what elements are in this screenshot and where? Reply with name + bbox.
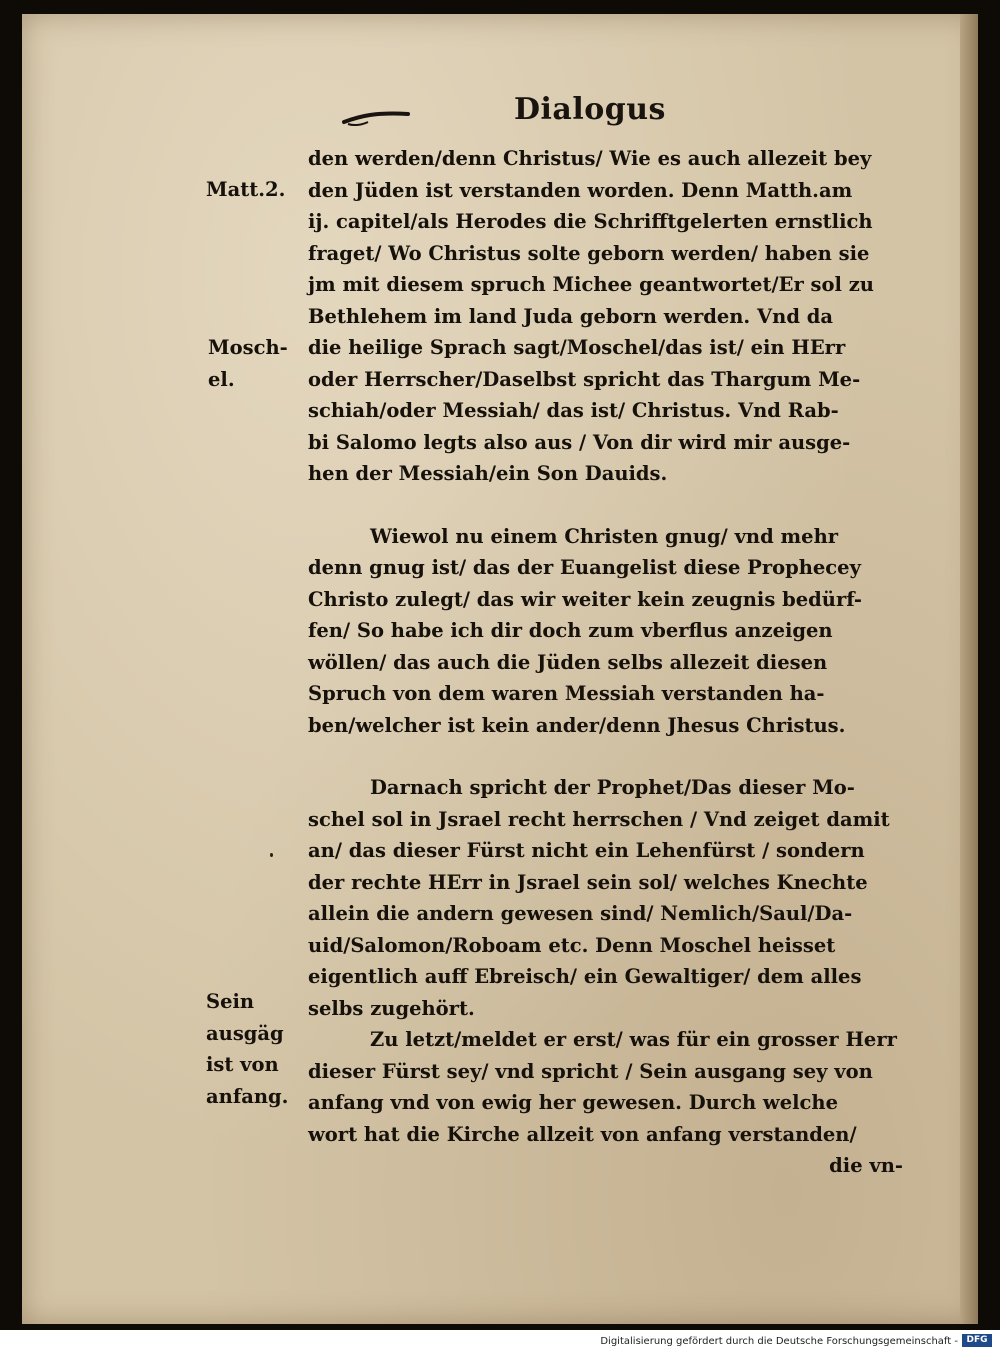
text-line: denn gnug ist/ das der Euangelist diese Prophecey [308,556,861,579]
text-line: an/ das dieser Fürst nicht ein Lehenfürst / sondern [308,839,865,862]
text-line: fraget/ Wo Christus solte geborn werden/ haben sie [308,241,870,265]
text-line: Wiewol nu einem Christen gnug/ vnd mehr [370,524,839,548]
text-line: eigentlich auff Ebreisch/ ein Gewaltiger/ dem alles [308,965,862,988]
text-line: schel sol in Jsrael recht herrschen / Vnd zeiget damit [308,807,890,831]
text-line: wort hat die Kirche allzeit von anfang verstanden/ [308,1122,857,1146]
text-line: hen der Messiah/ein Son Dauids. [308,462,668,485]
text-line: ij. capitel/als Herodes die Schrifftgelerten ernstlich [308,210,873,233]
text-line: dieser Fürst sey/ vnd spricht / Sein ausgang sey von [308,1059,873,1083]
text-line: der rechte HErr in Jsrael sein sol/ welches Knechte [308,870,868,894]
funding-credit: Digitalisierung gefördert durch die Deutsche Forschungsgemeinschaft - [600,1336,958,1347]
text-line: selbs zugehört. [308,996,475,1020]
text-line: Bethlehem im land Juda geborn werden. Vnd da [308,304,834,328]
margin-note-text: el. [208,367,235,391]
paragraph-gap [308,741,923,772]
text-line: jm mit diesem spruch Michee geantwortet/Er sol zu [308,273,874,296]
text-line: uid/Salomon/Roboam etc. Denn Moschel heisset [308,933,836,957]
text-line: allein die andern gewesen sind/ Nemlich/Saul/Da- [308,902,853,925]
text-line: Christo zulegt/ das wir weiter kein zeugnis bedürf- [308,587,862,611]
margin-note-moschel [208,332,288,395]
text-line: ben/welcher ist kein ander/denn Jhesus Christus. [308,713,846,737]
text-line: bi Salomo legts also aus / Von dir wird mir ausge- [308,430,851,454]
text-line: Zu letzt/meldet er erst/ was für ein grosser Herr [370,1028,897,1051]
margin-note-matt [206,174,285,206]
ink-speck [270,853,273,857]
dfg-logo-icon[interactable]: DFG [962,1334,992,1347]
text-line: die heilige Sprach sagt/Moschel/das ist/ ein HErr [308,336,846,359]
text-line: den Jüden ist verstanden worden. Denn Matth.am [308,178,853,202]
text-line: fen/ So habe ich dir doch zum vberflus anzeigen [308,619,833,642]
text-line: Spruch von dem waren Messiah verstanden ha- [308,682,825,705]
text-line: oder Herrscher/Daselbst spricht das Thargum Me- [308,367,861,391]
text-line: die vn- [829,1154,903,1177]
margin-note-text: ist von [206,1053,279,1076]
margin-note-sein-ausgang [206,986,288,1112]
margin-note-text: Sein [206,990,255,1013]
margin-note-text: Matt.2. [206,178,286,201]
margin-note-text: Mosch- [208,336,288,359]
footer-bar [0,1330,1000,1351]
ornament-flourish-icon [342,106,410,128]
text-line: den werden/denn Christus/ Wie es auch allezeit bey [308,147,872,170]
text-line: schiah/oder Messiah/ das ist/ Christus. Vnd Rab- [308,399,839,422]
margin-note-text: ausgäg [206,1021,284,1045]
margin-note-text: anfang. [206,1084,289,1108]
text-line: anfang vnd von ewig her gewesen. Durch welche [308,1091,838,1114]
paragraph-gap [308,490,923,521]
main-text-block [308,143,923,1182]
page-edge [960,14,978,1324]
text-line: Darnach spricht der Prophet/Das dieser Mo- [370,776,855,799]
page-header-title: Dialogus [514,92,666,127]
text-line: wöllen/ das auch die Jüden selbs allezeit diesen [308,650,828,674]
